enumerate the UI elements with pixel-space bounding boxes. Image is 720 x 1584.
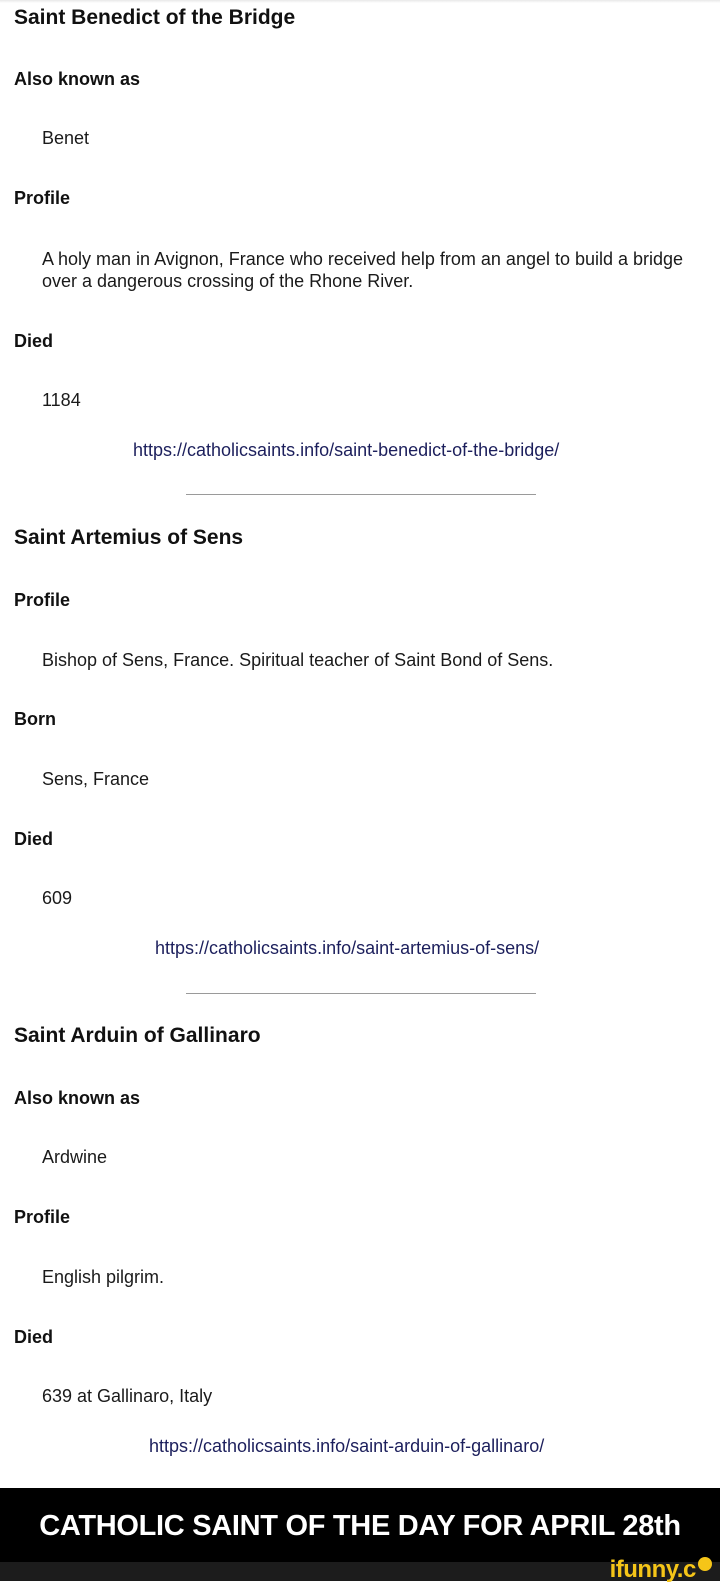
field-value-also-known-as: Benet <box>42 128 90 148</box>
saint-title: Saint Artemius of Sens <box>14 526 244 549</box>
divider <box>186 993 536 994</box>
field-value-profile: A holy man in Avignon, France who received help from an angel to build a bridge over a dangerous crossing of the Rhone River. <box>42 249 684 291</box>
field-value-also-known-as: Ardwine <box>42 1147 108 1167</box>
field-label-profile: Profile <box>14 1207 71 1227</box>
field-value-born: Sens, France <box>42 769 150 789</box>
source-link[interactable]: https://catholicsaints.info/saint-arduin-of-gallinaro/ <box>149 1436 545 1456</box>
field-label-died: Died <box>14 1327 54 1347</box>
field-label-profile: Profile <box>14 590 71 610</box>
source-link[interactable]: https://catholicsaints.info/saint-benedict-of-the-bridge/ <box>133 440 560 460</box>
divider <box>186 494 536 495</box>
watermark-text: ifunny.c <box>609 1556 696 1583</box>
saint-title: Saint Benedict of the Bridge <box>14 6 296 29</box>
saint-title: Saint Arduin of Gallinaro <box>14 1024 261 1047</box>
field-label-born: Born <box>14 709 56 729</box>
field-value-died: 1184 <box>42 390 81 410</box>
smiley-face-icon <box>698 1557 712 1571</box>
ifunny-watermark <box>610 1556 712 1584</box>
field-label-died: Died <box>14 331 54 351</box>
field-value-profile: English pilgrim. <box>42 1267 165 1287</box>
field-value-profile: Bishop of Sens, France. Spiritual teacher of Saint Bond of Sens. <box>42 650 554 670</box>
field-label-died: Died <box>14 829 54 849</box>
field-value-died: 639 at Gallinaro, Italy <box>42 1386 213 1406</box>
source-link[interactable]: https://catholicsaints.info/saint-artemius-of-sens/ <box>155 938 540 958</box>
top-shadow <box>0 0 720 3</box>
caption-text: CATHOLIC SAINT OF THE DAY FOR APRIL 28th <box>39 1510 681 1542</box>
field-label-profile: Profile <box>14 188 71 208</box>
field-value-died: 609 <box>42 888 73 908</box>
field-label-also-known-as: Also known as <box>14 69 141 89</box>
field-label-also-known-as: Also known as <box>14 1088 141 1108</box>
